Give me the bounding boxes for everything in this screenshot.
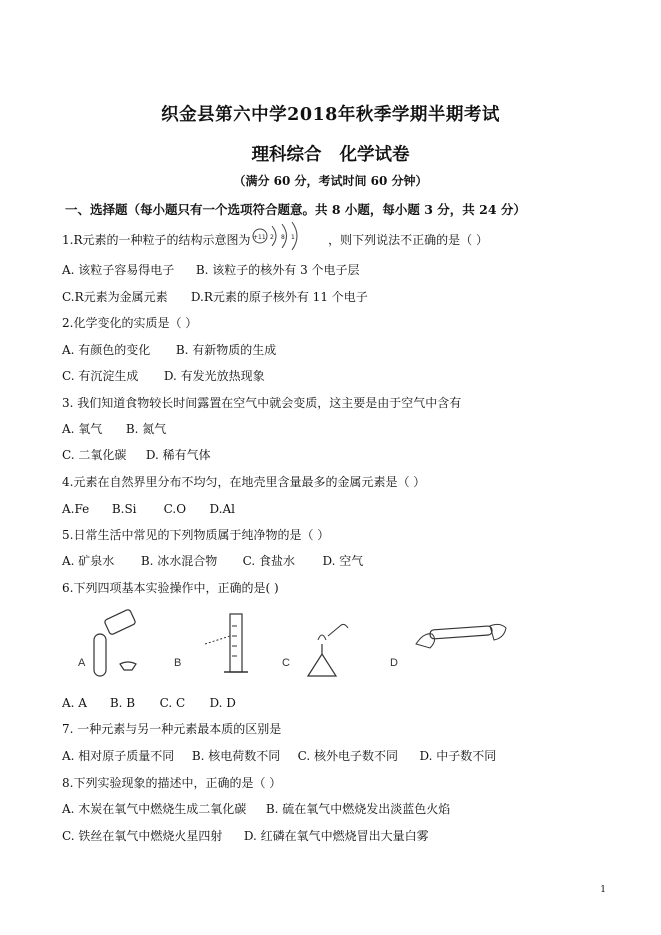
svg-text:8: 8	[281, 234, 285, 241]
q6-stem: 6.下列四项基本实验操作中，正确的是( )	[62, 581, 279, 595]
q6-option-a: A. A	[62, 696, 87, 710]
q8-stem: 8.下列实验现象的描述中，正确的是（ ）	[62, 776, 282, 790]
figure-c-lamp	[282, 624, 348, 676]
figure-label-c: C	[282, 657, 290, 669]
exam-info: （满分 60 分，考试时间 60 分钟）	[233, 174, 428, 188]
q5-option-a: A. 矿泉水	[62, 554, 115, 568]
q2-option-a: A. 有颜色的变化	[62, 343, 151, 357]
q1-stem-a: 1.R元素的一种粒子的结构示意图为	[62, 233, 251, 247]
q2-options-row2	[62, 368, 265, 384]
q1-option-c: C.R元素为金属元素	[62, 290, 168, 304]
q5-option-c: C. 食盐水	[242, 554, 296, 568]
q3-stem: 3. 我们知道食物较长时间露置在空气中就会变质，这主要是由于空气中含有	[62, 396, 462, 410]
section-heading: 一、选择题（每小题只有一个选项符合题意。共 8 小题，每小题 3 分，共 24 分）	[65, 202, 526, 217]
q1-options-row2	[62, 289, 368, 305]
q5-options	[62, 553, 363, 569]
svg-text:1: 1	[291, 234, 295, 241]
exam-title: 织金县第六中学2018年秋季学期半期考试	[161, 105, 500, 125]
q5-option-b: B. 冰水混合物	[140, 554, 218, 568]
q2-option-c: C. 有沉淀生成	[62, 369, 139, 383]
q4-option-a: A.Fe	[62, 502, 90, 516]
q1-option-d: D.R元素的原子核外有 11 个电子	[190, 290, 368, 304]
q1-option-b: B. 该粒子的核外有 3 个电子层	[195, 263, 360, 277]
q6-option-d: D. D	[209, 696, 236, 710]
figure-d-test-tube	[390, 624, 506, 669]
q5-option-d: D. 空气	[322, 554, 364, 568]
figure-a-pouring	[78, 609, 136, 676]
page-number: 1	[600, 885, 606, 895]
q3-option-c: C. 二氧化碳	[62, 448, 127, 462]
subtitle-paper: 化学试卷	[339, 145, 410, 165]
subtitle-subject: 理科综合	[251, 145, 322, 165]
figure-b-cylinder	[174, 614, 248, 672]
q8-option-b: B. 硫在氧气中燃烧发出淡蓝色火焰	[265, 802, 451, 816]
exam-subtitle	[0, 141, 661, 166]
q4-option-c: C.O	[163, 502, 187, 516]
q8-options-row1	[62, 801, 450, 817]
q7-option-b: B. 核电荷数不同	[191, 749, 281, 763]
q4-stem: 4.元素在自然界里分布不均匀，在地壳里含量最多的金属元素是（ ）	[62, 475, 426, 489]
svg-text:2: 2	[270, 234, 274, 241]
q6-option-c: C. C	[159, 696, 186, 710]
q5-stem: 5.日常生活中常见的下列物质属于纯净物的是（ ）	[62, 528, 330, 542]
q8-option-a: A. 木炭在氧气中燃烧生成二氧化碳	[62, 802, 247, 816]
q3-option-d: D. 稀有气体	[145, 448, 211, 462]
q8-option-c: C. 铁丝在氧气中燃烧火星四射	[62, 829, 223, 843]
q1-options-row1	[62, 262, 360, 278]
q7-options	[62, 748, 496, 764]
q1-option-a: A. 该粒子容易得电子	[62, 263, 175, 277]
q3-options-row2	[62, 447, 211, 463]
svg-text:+11: +11	[253, 234, 266, 241]
q7-stem: 7. 一种元素与另一种元素最本质的区别是	[62, 722, 282, 736]
q2-options-row1	[62, 342, 276, 358]
q3-option-b: B. 氮气	[125, 422, 167, 436]
q8-option-d: D. 红磷在氧气中燃烧冒出大量白雾	[243, 829, 429, 843]
q7-option-a: A. 相对原子质量不同	[62, 749, 175, 763]
q4-option-d: D.Al	[209, 502, 235, 516]
q6-options	[62, 695, 236, 711]
q7-option-d: D. 中子数不同	[419, 749, 497, 763]
q7-option-c: C. 核外电子数不同	[297, 749, 399, 763]
q3-option-a: A. 氧气	[62, 422, 103, 436]
figure-label-b: B	[174, 657, 182, 669]
q2-stem: 2.化学变化的实质是（ ）	[62, 316, 198, 330]
q3-options-row1	[62, 421, 166, 437]
q4-options	[62, 501, 235, 517]
q6-option-b: B. B	[109, 696, 136, 710]
q2-option-b: B. 有新物质的生成	[175, 343, 277, 357]
figure-label-d: D	[390, 657, 398, 669]
q6-experiment-figure	[60, 606, 600, 686]
q2-option-d: D. 有发光放热现象	[163, 369, 265, 383]
q4-option-b: B.Si	[111, 502, 137, 516]
q1-stem-b: ，则下列说法不正确的是（ ）	[328, 233, 488, 247]
atom-structure-diagram	[250, 222, 310, 252]
q8-options-row2	[62, 828, 429, 844]
figure-label-a: A	[78, 657, 86, 669]
